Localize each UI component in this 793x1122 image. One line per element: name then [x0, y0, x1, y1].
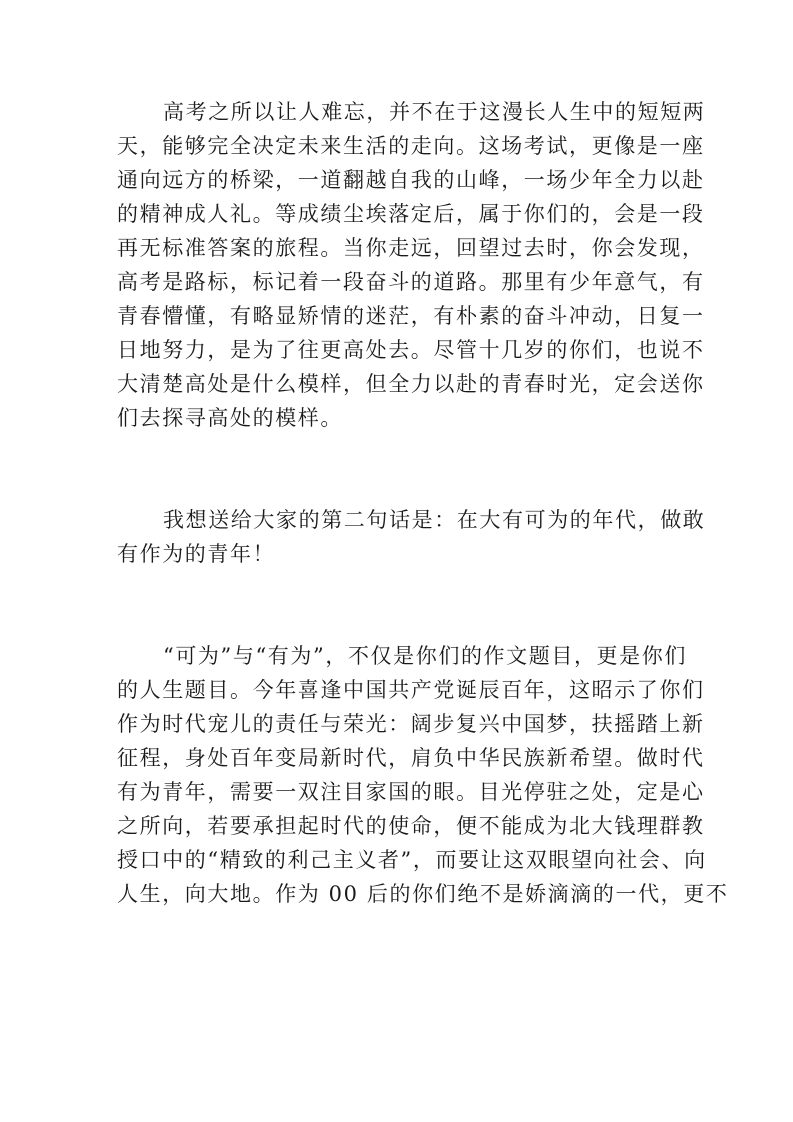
paragraph-2: [117, 503, 706, 571]
text-line: 天，能够完全决定未来生活的走向。这场考试，更像是一座: [117, 134, 705, 158]
text-line: 日地努力，是为了往更高处去。尽管十几岁的你们，也说不: [117, 338, 705, 362]
text-line: 之所向，若要承担起时代的使命，便不能成为北大钱理群教: [117, 814, 705, 838]
text-line: “可为”与“有为”，不仅是你们的作文题目，更是你们: [163, 644, 687, 668]
text-line: 的精神成人礼。等成绩尘埃落定后，属于你们的，会是一段: [117, 202, 705, 226]
text-line: 青春懵懂，有略显矫情的迷茫，有朴素的奋斗冲动，日复一: [117, 304, 705, 328]
text-line: 有为青年，需要一双注目家国的眼。目光停驻之处，定是心: [117, 780, 705, 804]
paragraph-1: [117, 95, 706, 435]
text-line: 有作为的青年！: [117, 542, 276, 566]
text-line: 授口中的“精致的利己主义者”，而要让这双眼望向社会、向: [117, 848, 707, 872]
text-line: 人生，向大地。作为 00 后的你们绝不是娇滴滴的一代，更不: [117, 882, 729, 906]
paragraph-spacer: [117, 571, 687, 639]
paragraph-3: [117, 639, 729, 911]
text-line: 征程，身处百年变局新时代，肩负中华民族新希望。做时代: [117, 746, 705, 770]
text-line: 作为时代宠儿的责任与荣光：阔步复兴中国梦，扶摇踏上新: [117, 712, 705, 736]
text-line: 们去探寻高处的模样。: [117, 406, 343, 430]
text-line: 高考是路标，标记着一段奋斗的道路。那里有少年意气，有: [117, 270, 705, 294]
paragraph-spacer: [117, 435, 687, 503]
text-line: 再无标准答案的旅程。当你走远，回望过去时，你会发现，: [117, 236, 705, 260]
text-line: 的人生题目。今年喜逢中国共产党诞辰百年，这昭示了你们: [117, 678, 705, 702]
text-line: 我想送给大家的第二句话是：在大有可为的年代，做敢: [163, 508, 706, 532]
text-line: 高考之所以让人难忘，并不在于这漫长人生中的短短两: [163, 100, 706, 124]
document-page: [117, 95, 729, 911]
text-line: 通向远方的桥梁，一道翻越自我的山峰，一场少年全力以赴: [117, 168, 705, 192]
text-line: 大清楚高处是什么模样，但全力以赴的青春时光，定会送你: [117, 372, 705, 396]
